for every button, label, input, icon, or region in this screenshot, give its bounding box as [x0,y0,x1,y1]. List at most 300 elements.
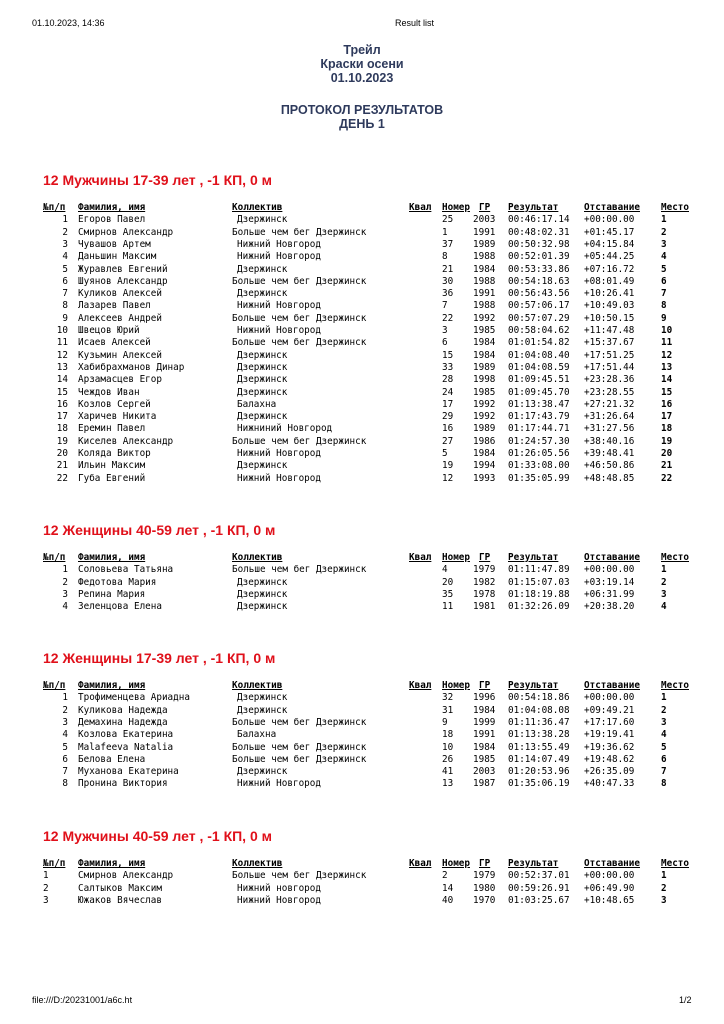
table-row [0,564,724,576]
cell-bib: 36 [442,288,454,300]
cell-bib: 7 [442,300,448,312]
print-page-number: 1/2 [679,995,692,1005]
table-row [0,399,724,411]
cell-name: Южаков Вячеслав [78,894,162,906]
cell-place: 1 [661,564,667,576]
cell-num: 15 [56,386,68,398]
table-row [0,264,724,276]
cell-bib: 4 [442,564,448,576]
cell-bib: 40 [442,894,454,906]
cell-behind: +01:45.17 [584,226,635,238]
column-header-team: Коллектив [232,858,283,869]
cell-result: 00:50:32.98 [508,238,570,250]
cell-team: Нижний Новгород [237,251,321,263]
column-header-place: Место [661,202,689,213]
cell-year: 1992 [473,312,496,324]
cell-year: 1998 [473,374,496,386]
cell-name: Киселев Александр [78,435,174,447]
table-row [0,300,724,312]
table-row [0,448,724,460]
cell-behind: +26:35.09 [584,766,635,778]
cell-name: Егоров Павел [78,214,146,226]
cell-result: 01:20:53.96 [508,766,570,778]
cell-team: Больше чем бег Дзержинск [232,564,367,576]
cell-num: 5 [62,741,68,753]
column-header-num: №п/п [43,202,66,213]
column-header-behind: Отставание [584,858,640,869]
cell-num: 20 [56,448,68,459]
cell-place: 2 [661,226,667,238]
table-row [0,692,724,704]
cell-year: 1979 [473,564,496,576]
cell-bib: 19 [442,460,454,472]
cell-behind: +20:38.20 [584,601,635,613]
cell-name: Губа Евгений [78,472,146,484]
cell-result: 01:14:07.49 [508,753,570,765]
event-type: Трейл [343,43,381,57]
cell-result: 00:56:43.56 [508,288,570,300]
cell-name: Malafeeva Natalia [78,741,174,753]
cell-year: 1992 [473,398,496,410]
cell-place: 3 [661,716,667,728]
cell-num: 4 [62,729,68,741]
cell-team: Дзержинск [237,214,288,226]
column-header-team: Коллектив [232,680,283,691]
cell-result: 00:57:07.29 [508,312,570,324]
cell-num: 6 [62,753,68,765]
cell-place: 2 [661,704,667,716]
cell-bib: 14 [442,882,454,894]
table-header-row [0,552,724,564]
table-row [0,387,724,399]
cell-num: 5 [62,263,68,275]
cell-result: 00:54:18.86 [508,692,570,704]
cell-place: 6 [661,753,667,765]
cell-bib: 24 [442,386,454,398]
cell-bib: 8 [442,251,448,263]
cell-result: 01:13:55.49 [508,741,570,753]
column-header-behind: Отставание [584,680,640,691]
table-row [0,337,724,349]
cell-num: 19 [56,435,68,447]
cell-team: Больше чем бег Дзержинск [232,226,367,238]
table-row [0,214,724,226]
cell-num: 12 [56,349,68,361]
cell-team: Больше чем бег Дзержинск [232,741,367,753]
column-header-year: ГР [479,552,491,563]
cell-place: 1 [661,692,667,704]
cell-result: 00:59:26.91 [508,882,570,894]
cell-place: 7 [661,288,667,300]
column-header-place: Место [661,858,689,869]
table-row [0,362,724,374]
cell-num: 10 [56,325,68,336]
cell-behind: +00:00.00 [584,692,635,704]
cell-result: 01:04:08.40 [508,349,570,361]
cell-result: 01:17:43.79 [508,411,570,423]
cell-name: Муханова Екатерина [78,766,179,778]
column-header-name: Фамилия, имя [78,680,146,691]
cell-place: 16 [661,398,673,410]
cell-behind: +00:00.00 [584,214,635,226]
cell-year: 2003 [473,766,496,778]
cell-num: 2 [43,882,49,894]
cell-num: 7 [62,288,68,300]
cell-num: 4 [62,601,68,613]
cell-behind: +31:27.56 [584,423,635,435]
cell-place: 5 [661,263,667,275]
cell-behind: +39:48.41 [584,448,635,459]
cell-num: 7 [62,766,68,778]
cell-name: Исаев Алексей [78,337,151,349]
cell-year: 1999 [473,716,496,728]
cell-num: 1 [62,214,68,226]
cell-bib: 13 [442,778,454,790]
cell-behind: +48:48.85 [584,472,635,484]
cell-bib: 31 [442,704,454,716]
column-header-team: Коллектив [232,202,283,213]
cell-team: Нижний Новгород [237,238,321,250]
cell-bib: 41 [442,766,454,778]
cell-num: 1 [62,692,68,704]
protocol-title: ПРОТОКОЛ РЕЗУЛЬТАТОВ [280,103,444,117]
cell-team: Дзержинск [237,766,288,778]
cell-team: Больше чем бег Дзержинск [232,753,367,765]
cell-bib: 18 [442,729,454,741]
cell-behind: +27:21.32 [584,398,635,410]
cell-year: 1988 [473,251,496,263]
table-row [0,313,724,325]
column-header-year: ГР [479,680,491,691]
cell-team: Больше чем бег Дзержинск [232,337,367,349]
cell-place: 2 [661,882,667,894]
cell-name: Трофименцева Ариадна [78,692,190,704]
cell-name: Чеждов Иван [78,386,140,398]
cell-result: 00:58:04.62 [508,325,570,336]
cell-behind: +00:00.00 [584,870,635,882]
cell-num: 2 [62,226,68,238]
cell-behind: +15:37.67 [584,337,635,349]
cell-behind: +06:31.99 [584,588,635,600]
cell-num: 3 [62,716,68,728]
table-row [0,436,724,448]
cell-num: 3 [43,894,49,906]
cell-name: Смирнов Александр [78,870,174,882]
cell-place: 18 [661,423,673,435]
cell-team: Больше чем бег Дзержинск [232,716,367,728]
cell-result: 01:26:05.56 [508,448,570,459]
print-file-path: file:///D:/20231001/a6c.ht [32,995,133,1005]
column-header-result: Результат [508,202,559,213]
cell-name: Кузьмин Алексей [78,349,162,361]
cell-year: 1984 [473,448,496,459]
table-row [0,754,724,766]
cell-behind: +40:47.33 [584,778,635,790]
cell-num: 2 [62,704,68,716]
cell-num: 9 [62,312,68,324]
column-header-year: ГР [479,202,491,213]
cell-num: 6 [62,275,68,287]
column-header-qual: Квал [409,680,432,691]
cell-name: Куликова Надежда [78,704,168,716]
cell-year: 1984 [473,704,496,716]
column-header-behind: Отставание [584,202,640,213]
cell-year: 1996 [473,692,496,704]
table-row [0,717,724,729]
cell-result: 01:35:06.19 [508,778,570,790]
cell-year: 1986 [473,435,496,447]
cell-year: 1984 [473,741,496,753]
cell-behind: +00:00.00 [584,564,635,576]
cell-year: 2003 [473,214,496,226]
cell-bib: 20 [442,576,454,588]
cell-year: 1994 [473,460,496,472]
cell-bib: 28 [442,374,454,386]
cell-place: 14 [661,374,673,386]
table-row [0,729,724,741]
cell-bib: 1 [442,226,448,238]
cell-name: Алексеев Андрей [78,312,162,324]
cell-bib: 10 [442,741,454,753]
cell-place: 21 [661,460,673,472]
cell-place: 7 [661,766,667,778]
cell-team: Больше чем бег Дзержинск [232,312,367,324]
cell-behind: +10:49.03 [584,300,635,312]
table-row [0,742,724,754]
cell-bib: 5 [442,448,448,459]
event-header [0,43,724,85]
cell-behind: +38:40.16 [584,435,635,447]
cell-year: 1992 [473,411,496,423]
cell-year: 1981 [473,601,496,613]
cell-year: 1984 [473,337,496,349]
cell-bib: 17 [442,398,454,410]
cell-behind: +06:49.90 [584,882,635,894]
cell-team: Нижний Новгород [237,472,321,484]
cell-place: 8 [661,778,667,790]
table-row [0,411,724,423]
table-row [0,895,724,907]
column-header-result: Результат [508,552,559,563]
cell-team: Дзержинск [237,460,288,472]
cell-result: 01:35:05.99 [508,472,570,484]
cell-year: 1991 [473,288,496,300]
cell-year: 1985 [473,325,496,336]
cell-team: Дзержинск [237,576,288,588]
column-header-place: Место [661,552,689,563]
cell-result: 01:09:45.70 [508,386,570,398]
column-header-bib: Номер [442,202,470,213]
column-header-behind: Отставание [584,552,640,563]
cell-name: Швецов Юрий [78,325,140,336]
event-name: Краски осени [320,57,404,71]
cell-place: 1 [661,870,667,882]
cell-name: Арзамасцев Егор [78,374,162,386]
cell-behind: +08:01.49 [584,275,635,287]
table-row [0,766,724,778]
cell-place: 3 [661,238,667,250]
cell-num: 13 [56,361,68,373]
cell-result: 01:32:26.09 [508,601,570,613]
cell-place: 12 [661,349,673,361]
cell-behind: +10:48.65 [584,894,635,906]
cell-name: Журавлев Евгений [78,263,168,275]
table-row [0,374,724,386]
cell-name: Ильин Максим [78,460,146,472]
cell-bib: 25 [442,214,454,226]
cell-team: Дзержинск [237,386,288,398]
cell-year: 1984 [473,263,496,275]
cell-year: 1987 [473,778,496,790]
cell-year: 1970 [473,894,496,906]
table-row [0,577,724,589]
cell-team: Дзержинск [237,374,288,386]
cell-place: 4 [661,601,667,613]
cell-bib: 35 [442,588,454,600]
cell-bib: 3 [442,325,448,336]
column-header-qual: Квал [409,552,432,563]
table-row [0,350,724,362]
cell-place: 10 [661,325,673,336]
group-title: 12 Женщины 40-59 лет , -1 КП, 0 м [43,522,276,538]
cell-result: 01:13:38.28 [508,729,570,741]
table-row [0,423,724,435]
cell-bib: 27 [442,435,454,447]
cell-bib: 21 [442,263,454,275]
column-header-num: №п/п [43,552,66,563]
cell-place: 1 [661,214,667,226]
cell-team: Дзержинск [237,361,288,373]
cell-num: 17 [56,411,68,423]
cell-num: 16 [56,398,68,410]
protocol-day: ДЕНЬ 1 [339,117,385,131]
cell-place: 15 [661,386,673,398]
cell-result: 01:15:07.03 [508,576,570,588]
cell-behind: +03:19.14 [584,576,635,588]
cell-name: Харичев Никита [78,411,157,423]
cell-name: Чувашов Артем [78,238,151,250]
cell-num: 8 [62,778,68,790]
column-header-name: Фамилия, имя [78,552,146,563]
cell-year: 1982 [473,576,496,588]
cell-team: Нижний новгород [237,882,321,894]
event-date: 01.10.2023 [330,71,394,85]
cell-place: 22 [661,472,673,484]
cell-name: Салтыков Максим [78,882,162,894]
protocol-header [0,103,724,131]
cell-year: 1991 [473,226,496,238]
cell-num: 1 [62,564,68,576]
table-header-row [0,680,724,692]
cell-place: 9 [661,312,667,324]
cell-year: 1988 [473,300,496,312]
cell-bib: 26 [442,753,454,765]
cell-num: 3 [62,588,68,600]
cell-result: 01:01:54.82 [508,337,570,349]
cell-place: 17 [661,411,673,423]
table-row [0,705,724,717]
cell-num: 1 [43,870,49,882]
column-header-result: Результат [508,680,559,691]
cell-num: 3 [62,238,68,250]
cell-bib: 11 [442,601,454,613]
cell-name: Козлова Екатерина [78,729,174,741]
cell-name: Коляда Виктор [78,448,151,459]
cell-name: Хабибрахманов Динар [78,361,185,373]
cell-place: 2 [661,576,667,588]
cell-behind: +19:48.62 [584,753,635,765]
cell-name: Федотова Мария [78,576,157,588]
cell-place: 13 [661,361,673,373]
cell-team: Нижний Новгород [237,448,321,459]
cell-result: 01:24:57.30 [508,435,570,447]
column-header-bib: Номер [442,858,470,869]
cell-behind: +09:49.21 [584,704,635,716]
table-header-row [0,202,724,214]
cell-team: Больше чем бег Дзержинск [232,435,367,447]
cell-name: Смирнов Александр [78,226,174,238]
table-row [0,601,724,613]
column-header-place: Место [661,680,689,691]
cell-team: Дзержинск [237,411,288,423]
table-row [0,325,724,337]
column-header-team: Коллектив [232,552,283,563]
cell-result: 01:18:19.88 [508,588,570,600]
column-header-qual: Квал [409,202,432,213]
cell-year: 1985 [473,386,496,398]
cell-team: Дзержинск [237,601,288,613]
cell-place: 4 [661,729,667,741]
cell-result: 01:04:08.59 [508,361,570,373]
column-header-year: ГР [479,858,491,869]
cell-result: 01:11:47.89 [508,564,570,576]
cell-year: 1989 [473,361,496,373]
table-row [0,778,724,790]
cell-bib: 32 [442,692,454,704]
cell-behind: +05:44.25 [584,251,635,263]
cell-num: 2 [62,576,68,588]
cell-name: Репина Мария [78,588,146,600]
cell-result: 01:13:38.47 [508,398,570,410]
table-header-row [0,858,724,870]
cell-result: 00:57:06.17 [508,300,570,312]
cell-behind: +04:15.84 [584,238,635,250]
table-row [0,589,724,601]
cell-name: Шуянов Александр [78,275,168,287]
cell-bib: 16 [442,423,454,435]
cell-behind: +17:51.44 [584,361,635,373]
cell-bib: 22 [442,312,454,324]
cell-team: Нижниний Новгород [237,423,333,435]
table-row [0,460,724,472]
cell-year: 1978 [473,588,496,600]
cell-name: Даньшин Максим [78,251,157,263]
cell-team: Дзержинск [237,288,288,300]
cell-behind: +23:28.36 [584,374,635,386]
cell-team: Больше чем бег Дзержинск [232,870,367,882]
cell-team: Дзержинск [237,588,288,600]
cell-name: Куликов Алексей [78,288,162,300]
cell-team: Нижний Новгород [237,778,321,790]
cell-result: 01:09:45.51 [508,374,570,386]
table-row [0,473,724,485]
cell-behind: +46:50.86 [584,460,635,472]
cell-behind: +11:47.48 [584,325,635,336]
cell-place: 19 [661,435,673,447]
cell-result: 00:53:33.86 [508,263,570,275]
cell-name: Белова Елена [78,753,146,765]
cell-place: 11 [661,337,673,349]
